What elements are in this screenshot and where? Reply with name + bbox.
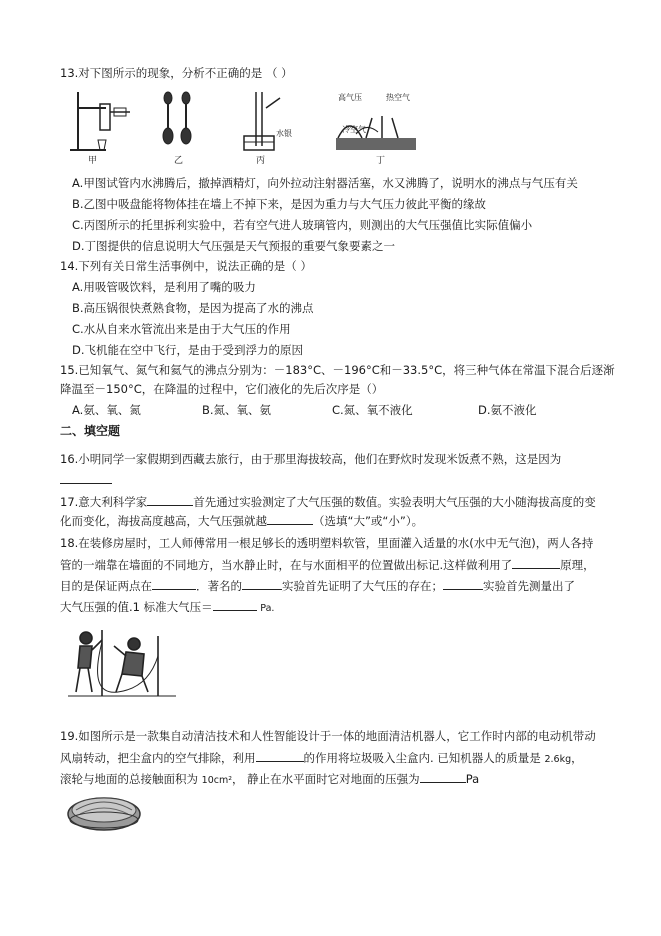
q17-line1-b: 首先通过实验测定了大气压强的数值。实验表明大气压强的大小随海拔高度的变: [193, 495, 596, 509]
high-pressure-label: 高气压: [338, 93, 362, 102]
q18-line4-a: 大气压强的值.1 标准大气压＝: [60, 600, 213, 614]
q15-option-a: A.氨、氧、氮: [72, 403, 141, 417]
mercury-label: 水银: [276, 129, 292, 138]
q18-workers-figure: [68, 626, 176, 700]
q15-option-d: D.氨不液化: [478, 403, 537, 417]
q18-line3-b: ．著名的: [196, 579, 242, 593]
q14-option-d: D.飞机能在空中飞行，是由于受到浮力的原因: [72, 343, 304, 357]
q15-stem-line2: 降温至－150°C，在降温的过程中，它们液化的先后次序是（）: [60, 382, 384, 396]
figure-bing-torricelli: [244, 92, 280, 150]
q13-figures: [66, 88, 436, 166]
q19-blank-force[interactable]: [256, 750, 304, 762]
q18-line3-c: 实验首先证明了大气压的存在；: [282, 579, 443, 593]
q18-line3-a: 目的是保证两点在: [60, 579, 152, 593]
q19-line2-d: ，: [571, 751, 583, 765]
q18-blank-plane[interactable]: [152, 578, 196, 590]
q19-line3-c: ， 静止在水平面时它对地面的压强为: [232, 772, 420, 786]
q15-option-b: B.氮、氧、氨: [202, 403, 272, 417]
q19-line3: [60, 771, 479, 788]
hot-air-label: 热空气: [386, 93, 410, 102]
q17-blank-scientist[interactable]: [147, 494, 193, 506]
section-fill-in-blank-heading: 二、填空题: [60, 424, 121, 438]
figure-label-jia: 甲: [88, 156, 98, 166]
q18-blank-famous-experiment[interactable]: [242, 578, 282, 590]
q17-blank-size[interactable]: [267, 513, 313, 525]
q18-blank-principle[interactable]: [512, 557, 560, 569]
q19-mass-value: 2.6kg: [544, 754, 572, 765]
q14-stem: 14.下列有关日常生活事例中，说法正确的是（ ）: [60, 259, 312, 273]
q18-blank-measure-experiment[interactable]: [443, 578, 483, 590]
figure-yi-suction-cups: [163, 92, 191, 144]
q19-line2-b: 的作用将垃圾吸入尘盒内. 已知机器人的质量是: [303, 751, 545, 765]
q15-stem-line1: 15.已知氧气、氮气和氦气的沸点分别为：－183°C、－196°C和－33.5°C，将三种气体在常温下混合后逐渐: [60, 363, 615, 377]
q18-line2: [60, 557, 595, 573]
q14-option-c: C.水从自来水管流出来是由于大气压的作用: [72, 322, 291, 336]
q13-stem: 13.对下图所示的现象，分析不正确的是 （ ）: [60, 66, 293, 80]
q16-answer-blank[interactable]: [60, 472, 112, 488]
q17-line2-a: 化而变化，海拔高度越高，大气压强就越: [60, 514, 267, 528]
q18-line2-a: 管的一端靠在墙面的不同地方，当水静止时，在与水面相平的位置做出标记.这样做利用了: [60, 558, 513, 572]
q15-option-c: C.氮、氧不液化: [332, 403, 413, 417]
q19-area-value: 10cm²: [201, 775, 233, 786]
q18-line3-d: 实验首先测量出了: [483, 579, 575, 593]
q18-line4: [60, 599, 274, 616]
q17-line1-a: 17.意大利科学家: [60, 495, 148, 509]
q19-line2: [60, 750, 583, 767]
figure-label-bing: 丙: [256, 156, 266, 166]
q17-line1: [60, 494, 596, 510]
q19-line1: 19.如图所示是一款集自动清洁技术和人性智能设计于一体的地面清洁机器人，它工作时内部的电动机带动: [60, 729, 596, 743]
q13-option-d: D.丁图提供的信息说明大气压强是天气预报的重要气象要素之一: [72, 239, 396, 253]
figure-label-yi: 乙: [174, 156, 184, 166]
cold-air-label: 冷空气: [342, 125, 366, 134]
q17-line2: [60, 513, 423, 529]
q13-option-b: B.乙图中吸盘能将物体挂在墙上不掉下来，是因为重力与大气压力彼此平衡的缘故: [72, 197, 487, 211]
q19-line3-a: 滚轮与地面的总接触面积为: [60, 772, 202, 786]
q14-option-a: A.用吸管吸饮料，是利用了嘴的吸力: [72, 280, 256, 294]
q16-text: 16.小明同学一家假期到西藏去旅行，由于那里海拔较高，他们在野炊时发现米饭煮不熟，这是因为: [60, 452, 562, 466]
q14-option-b: B.高压锅很快煮熟食物，是因为提高了水的沸点: [72, 301, 314, 315]
q18-blank-standard-pressure[interactable]: [213, 599, 257, 611]
q17-line2-b: （选填“大”或“小”）。: [313, 514, 424, 528]
q19-blank-pressure[interactable]: [420, 771, 466, 783]
figure-jia-apparatus: [70, 92, 130, 150]
q18-line3: [60, 578, 575, 594]
q19-robot-vacuum-figure: [64, 790, 144, 834]
q13-option-c: C.丙图所示的托里拆利实验中，若有空气进人玻璃管内，则测出的大气压强值比实际值偏小: [72, 218, 533, 232]
figure-label-ding: 丁: [376, 156, 386, 166]
q19-line2-a: 风扇转动，把尘盒内的空气排除，利用: [60, 751, 256, 765]
q19-line3-d: Pa: [465, 772, 480, 786]
q13-option-a: A.甲图试管内水沸腾后，撤掉酒精灯，向外拉动注射器活塞，水又沸腾了，说明水的沸点与气压有关: [72, 176, 578, 190]
q18-line4-b: Pa.: [260, 603, 275, 614]
q18-line1: 18.在装修房屋时，工人师傅常用一根足够长的透明塑料软管，里面灌入适量的水(水中无气泡)，两人各持: [60, 536, 594, 550]
q18-line2-b: 原理，: [560, 558, 595, 572]
